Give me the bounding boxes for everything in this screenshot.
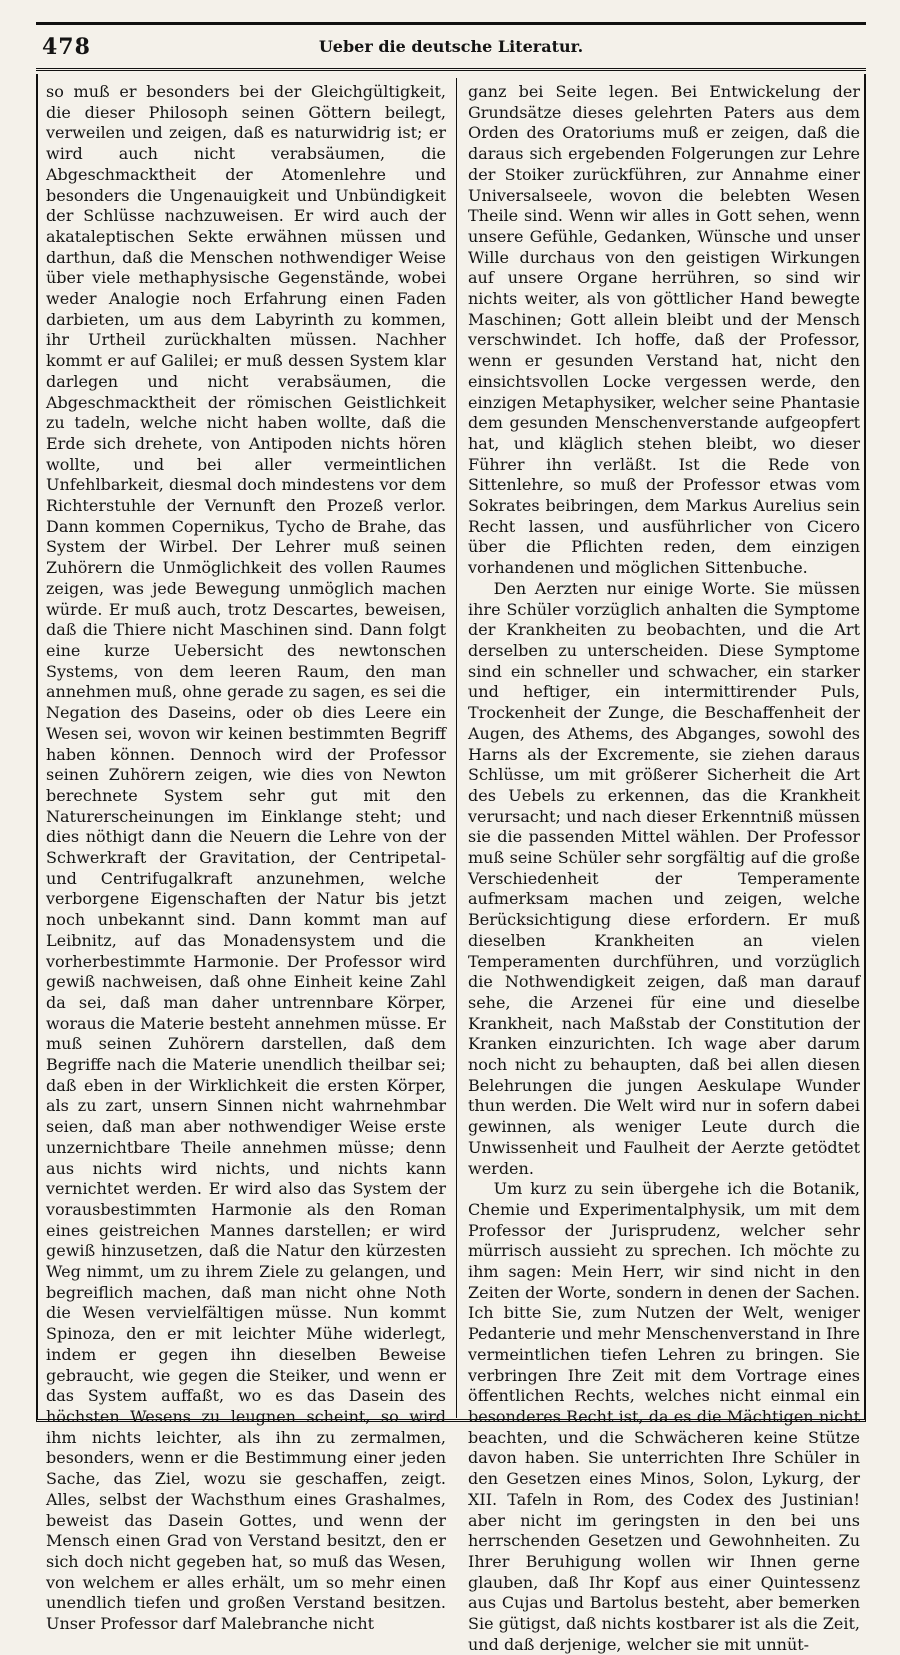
right-column: [468, 82, 860, 1654]
right-paragraph-3: Um kurz zu sein übergehe ich die Botanik, Chemie und Experimentalphysik, um mit dem Professor der Jurisprudenz, welcher sehr mürrisch aussieht zu sprechen. Ich möchte zu ihm sagen: Mein Herr, wir sind nicht in den Zeiten der Worte, sondern in denen der Sachen. Ich bitte Sie, zum Nutzen der Welt, weniger Pedanterie und mehr Menschenverstand in Ihre vermeintlichen tiefen Lehren zu bringen. Sie verbringen Ihre Zeit mit dem Vortrage eines öffentlichen Rechts, welches nicht einmal ein besonderes Recht ist, da es die Mächtigen nicht beachten, und die Schwächeren keine Stütze davon haben. Sie unterrichten Ihre Schüler in den Gesetzen eines Minos, Solon, Lykurg, der XII. Tafeln in Rom, des Codex des Justinian! aber nicht im geringsten in den bei uns herrschenden Gesetzen und Gewohnheiten. Zu Ihrer Beruhigung wollen wir Ihnen gerne glauben, daß Ihr Kopf aus einer Quintessenz aus Cujas und Bartolus besteht, aber bemerken Sie gütigst, daß nichts kostbarer ist als die Zeit, und daß derjenige, welcher sie mit unnüt-: [468, 1179, 860, 1654]
right-paragraph-2: Den Aerzten nur einige Worte. Sie müssen ihre Schüler vorzüglich anhalten die Symptome der Krankheiten zu beobachten, und die Art derselben zu unterscheiden. Diese Symptome sind ein schneller und schwacher, ein starker und heftiger, ein intermittirender Puls, Trockenheit der Zunge, die Beschaffenheit der Augen, des Athems, des Abganges, sowohl des Harns als der Excremente, sie ziehen daraus Schlüsse, um mit größerer Sicherheit die Art des Uebels zu erkennen, das die Krankheit verursacht; und nach dieser Erkenntniß müssen sie die passenden Mittel wählen. Der Professor muß seine Schüler sehr sorgfältig auf die große Verschiedenheit der Temperamente aufmerksam machen und zeigen, welche Berücksichtigung diese erfordern. Er muß dieselben Krankheiten an vielen Temperamenten durchführen, und vorzüglich die Nothwendigkeit zeigen, daß man darauf sehe, die Arzenei für eine und dieselbe Krankheit, nach Maßstab der Constitution der Kranken einzurichten. Ich wage aber darum noch nicht zu behaupten, daß bei allen diesen Belehrungen die jungen Aeskulape Wunder thun werden. Die Welt wird nur in sofern dabei gewinnen, als weniger Leute durch die Unwissenheit und Faulheit der Aerzte getödtet werden.: [468, 578, 860, 1178]
header-rule: [36, 68, 866, 71]
left-column: [46, 82, 447, 1634]
left-paragraph-1: so muß er besonders bei der Gleichgültigkeit, die dieser Philosoph seinen Göttern beilegt, verweilen und zeigen, daß es naturwidrig ist; er wird auch nicht verabsäumen, die Abgeschmacktheit der Atomenlehre und besonders die Ungenauigkeit und Unbündigkeit der Schlüsse nachzuweisen. Er wird auch der akataleptischen Sekte erwähnen müssen und darthun, daß die Menschen nothwendiger Weise über viele methaphysische Gegenstände, wobei weder Analogie noch Erfahrung einen Faden darbieten, um aus dem Labyrinth zu kommen, ihr Urtheil zurückhalten müssen. Nachher kommt er auf Galilei; er muß dessen System klar darlegen und nicht verabsäumen, die Abgeschmacktheit der römischen Geistlichkeit zu tadeln, welche nicht haben wollte, daß die Erde sich drehete, von Antipoden nichts hören wollte, und bei aller vermeintlichen Unfehlbarkeit, diesmal doch mindestens vor dem Richterstuhle der Vernunft den Prozeß verlor. Dann kommen Copernikus, Tycho de Brahe, das System der Wirbel. Der Lehrer muß seinen Zuhörern die Unmöglichkeit des vollen Raumes zeigen, was jede Bewegung unmöglich machen würde. Er muß auch, trotz Descartes, beweisen, daß die Thiere nicht Maschinen sind. Dann folgt eine kurze Uebersicht des newtonschen Systems, von dem leeren Raum, den man annehmen muß, ohne gerade zu sagen, es sei die Negation des Daseins, oder ob dies Leere ein Wesen sei, wovon wir keinen bestimmten Begriff haben können. Dennoch wird der Professor seinen Zuhörern zeigen, wie dies von Newton berechnete System sehr gut mit den Naturerscheinungen im Einklange steht; und dies nöthigt dann die Neuern die Lehre von der Schwerkraft der Gravitation, der Centripetal- und Centrifugalkraft anzunehmen, welche verborgene Eigenschaften der Natur bis jetzt noch unbekannt sind. Dann kommt man auf Leibnitz, auf das Monadensystem und die vorherbestimmte Harmonie. Der Professor wird gewiß nachweisen, daß ohne Einheit keine Zahl da sei, daß man daher untrennbare Körper, woraus die Materie besteht annehmen müsse. Er muß seinen Zuhörern darstellen, daß dem Begriffe nach die Materie unendlich theilbar sei; daß eben in der Wirklichkeit die ersten Körper, als zu zart, unsern Sinnen nicht wahrnehmbar seien, daß man aber nothwendiger Weise erste unzernichtbare Theile annehmen müsse; denn aus nichts wird nichts, und nichts kann vernichtet werden. Er wird also das System der vorausbestimmten Harmonie als den Roman eines geistreichen Mannes darstellen; er wird gewiß hinzusetzen, daß die Natur den kürzesten Weg nimmt, um zu ihrem Ziele zu gelangen, und begreiflich machen, daß man nicht ohne Noth die Wesen vervielfältigen müsse. Nun kommt Spinoza, den er mit leichter Mühe widerlegt, indem er gegen ihn dieselben Beweise gebraucht, wie gegen die Steiker, und wenn er das System auffaßt, wo es das Dasein des höchsten Wesens zu leugnen scheint, so wird ihm nichts leichter, als ihn zu zermalmen, besonders, wenn er die Bestimmung einer jeden Sache, das Ziel, wozu sie geschaffen, zeigt. Alles, selbst der Wachsthum eines Grashalmes, beweist das Dasein Gottes, und wenn der Mensch einen Grad von Verstand besitzt, den er sich doch nicht gegeben hat, so muß das Wesen, von welchem er alles erhält, um so mehr einen unendlich tiefen und großen Verstand besitzen. Unser Professor darf Malebranche nicht: [46, 82, 447, 1634]
book-page: [36, 22, 866, 1654]
column-divider: [456, 78, 457, 1418]
right-paragraph-1: ganz bei Seite legen. Bei Entwickelung der Grundsätze dieses gelehrten Paters aus dem Orden des Oratoriums muß er zeigen, daß die daraus sich ergebenden Folgerungen zur Lehre der Stoiker zurückführen, zur Annahme einer Universalseele, wovon die belebten Wesen Theile sind. Wenn wir alles in Gott sehen, wenn unsere Gefühle, Gedanken, Wünsche und unser Wille durchaus von den geistigen Wirkungen auf unsere Organe herrühren, so sind wir nichts weiter, als von göttlicher Hand bewegte Maschinen; Gott allein bleibt und der Mensch verschwindet. Ich hoffe, daß der Professor, wenn er gesunden Verstand hat, nicht den einsichtsvollen Locke vergessen werde, den einzigen Metaphysiker, welcher seine Phantasie dem gesunden Menschenverstande aufgeopfert hat, und kläglich stehen bleibt, wo dieser Führer ihn verläßt. Ist die Rede von Sittenlehre, so muß der Professor etwas vom Sokrates beibringen, dem Markus Aurelius sein Recht lassen, und ausführlicher von Cicero über die Pflichten reden, dem einzigen vorhandenen und möglichen Sittenbuche.: [468, 82, 860, 578]
top-rule: [36, 22, 866, 25]
running-title: Ueber die deutsche Literatur.: [318, 37, 584, 56]
page-header: [36, 28, 866, 64]
page-number: 478: [42, 34, 91, 60]
